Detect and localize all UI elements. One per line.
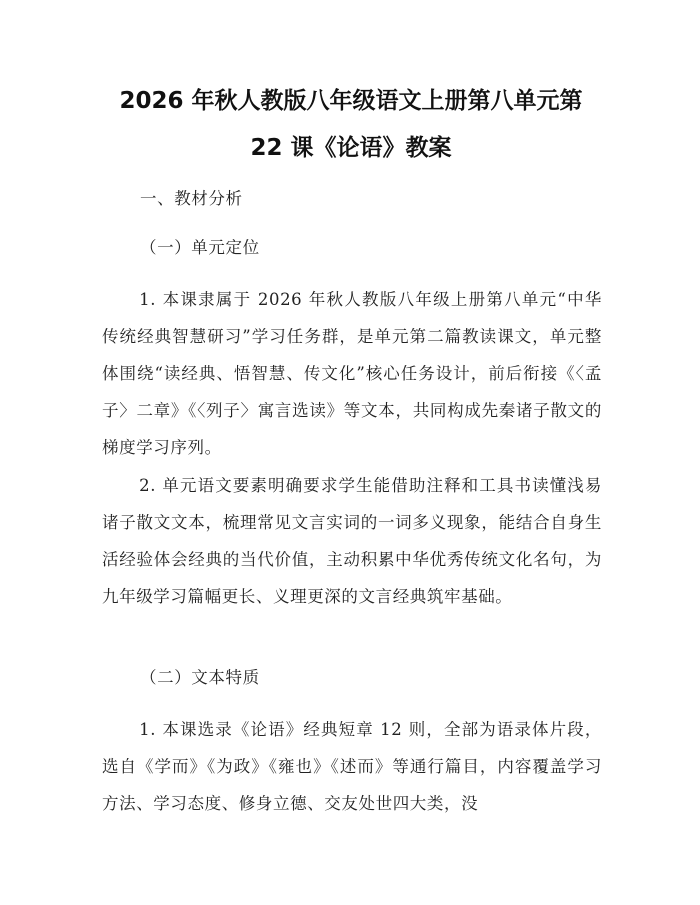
paragraph-unit-positioning-2: 2. 单元语文要素明确要求学生能借助注释和工具书读懂浅易诸子散文文本，梳理常见文言实词的一词多义现象，能结合自身生活经验体会经典的当代价值，主动积累中华优秀传统文化名句，为九年级学习篇幅更长、义理更深的文言经典筑牢基础。 — [102, 476, 602, 606]
section-heading-textbook-analysis: 一、教材分析 — [140, 189, 243, 208]
document-title-line-2: 22 课《论语》教案 — [250, 135, 452, 161]
paragraph-text-features-1: 1. 本课选录《论语》经典短章 12 则，全部为语录体片段，选自《学而》《为政》《雍也》《述而》等通行篇目，内容覆盖学习方法、学习态度、修身立德、交友处世四大类，没 — [102, 720, 602, 813]
subsection-heading-text-features: （二）文本特质 — [140, 668, 260, 687]
paragraph-unit-positioning-1: 1. 本课隶属于 2026 年秋人教版八年级上册第八单元“中华传统经典智慧研习”学习任务群，是单元第二篇教读课文，单元整体围绕“读经典、悟智慧、传文化”核心任务设计，前后衔接《〈孟子〉二章》《〈列子〉寓言选读》等文本，共同构成先秦诸子散文的梯度学习序列。 — [102, 290, 602, 457]
document-title-line-1: 2026 年秋人教版八年级语文上册第八单元第 — [119, 88, 583, 114]
subsection-heading-unit-positioning: （一）单元定位 — [140, 238, 260, 257]
